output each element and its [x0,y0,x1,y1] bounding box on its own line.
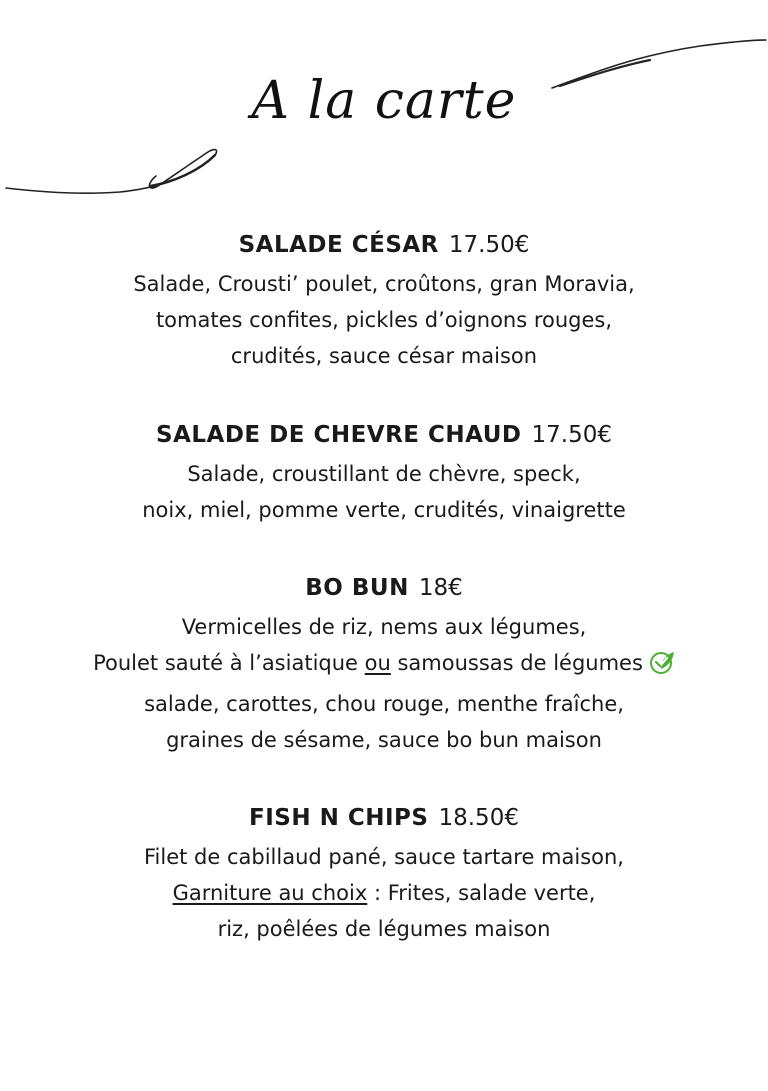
menu-item-salade-chevre-chaud [0,420,768,528]
item-header [0,803,768,839]
item-description-line: Salade, Crousti’ poulet, croûtons, gran Moravia, [133,272,635,296]
description-text: samoussas de légumes [390,651,643,675]
item-description-line: Salade, croustillant de chèvre, speck, [187,462,581,486]
menu-title: A la carte [251,71,517,131]
item-price: 18.50€ [438,805,519,831]
item-description-line: riz, poêlées de légumes maison [217,917,551,941]
item-description-line: graines de sésame, sauce bo bun maison [166,728,602,752]
item-description-line [0,645,768,686]
item-header [0,573,768,609]
item-name: SALADE CÉSAR [238,232,439,258]
item-description-line: crudités, sauce césar maison [230,344,538,368]
item-description-line [0,875,768,911]
underlined-text: ou [364,651,391,675]
green-leaf-check-icon [649,649,675,686]
description-text: Poulet sauté à l’asiatique [93,651,365,675]
menu-item-bo-bun [0,573,768,758]
menu-item-fish-n-chips [0,803,768,947]
item-price: 17.50€ [531,422,612,448]
item-description-line: tomates confites, pickles d’oignons rouges, [155,308,613,332]
menu-item-salade-cesar [0,230,768,374]
description-text: : Frites, salade verte, [367,881,596,905]
underlined-text: Garniture au choix [172,881,368,905]
item-price: 17.50€ [448,232,530,258]
item-description-line: salade, carottes, chou rouge, menthe fraîche, [144,692,624,716]
item-name: SALADE DE CHEVRE CHAUD [156,422,522,448]
item-description-line: noix, miel, pomme verte, crudités, vinaigrette [142,498,626,522]
item-description-line: Filet de cabillaud pané, sauce tartare maison, [144,845,624,869]
item-header [0,420,768,456]
item-price: 18€ [418,575,463,601]
swash-bottom-left [6,150,217,194]
item-header [0,230,768,266]
item-name: FISH N CHIPS [249,805,429,831]
item-name: BO BUN [305,575,409,601]
item-description-line: Vermicelles de riz, nems aux légumes, [181,615,587,639]
